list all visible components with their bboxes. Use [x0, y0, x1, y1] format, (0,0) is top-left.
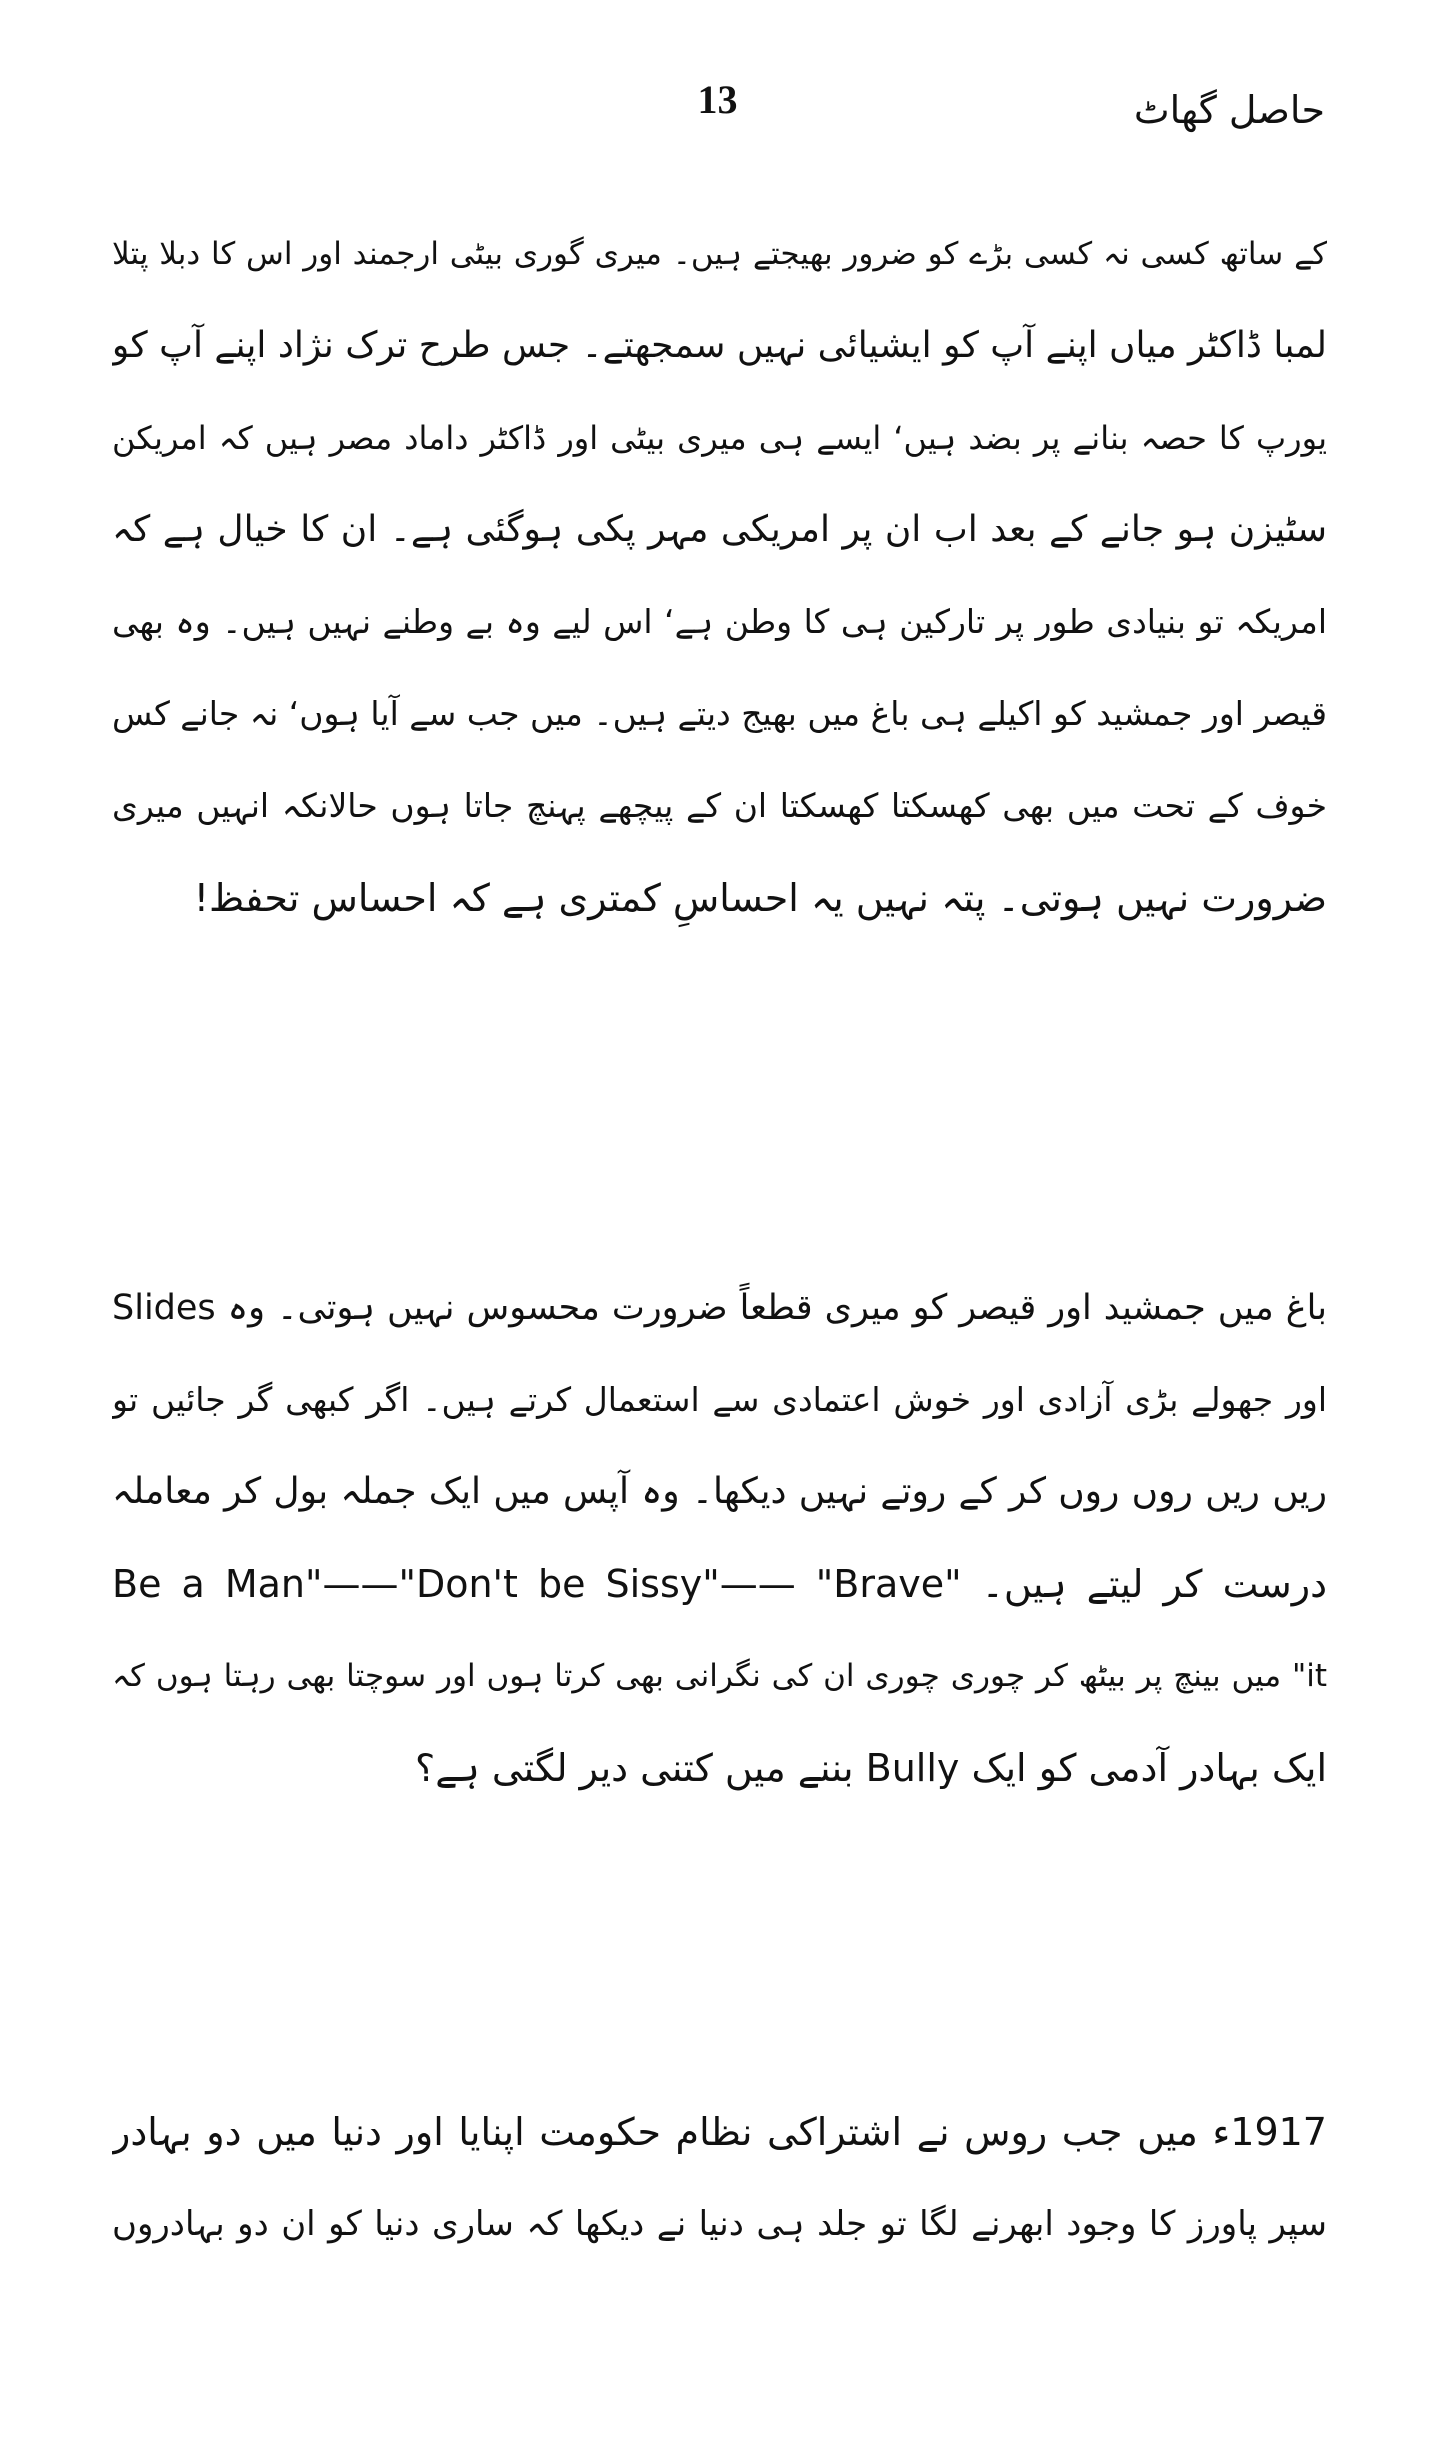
text-line: اور جھولے بڑی آزادی اور خوش اعتمادی سے استعمال کرتے ہیں۔ اگر کبھی گر جائیں تو — [112, 1380, 1327, 1419]
text-line: it" میں بینچ پر بیٹھ کر چوری چوری ان کی نگرانی بھی کرتا ہوں اور سوچتا بھی رہتا ہوں کہ — [112, 1658, 1327, 1694]
text-line: خوف کے تحت میں بھی کھسکتا کھسکتا ان کے پیچھے پہنچ جاتا ہوں حالانکہ انہیں میری — [112, 786, 1327, 825]
text-line: یورپ کا حصہ بنانے پر بضد ہیں‘ ایسے ہی میری بیٹی اور ڈاکٹر داماد مصر ہیں کہ امریکن — [112, 419, 1327, 457]
text-line: ضرورت نہیں ہوتی۔ پتہ نہیں یہ احساسِ کمتری ہے کہ احساس تحفظ! — [193, 876, 1327, 920]
text-line: 1917ء میں جب روس نے اشتراکی نظام حکومت اپنایا اور دنیا میں دو بہادر — [112, 2110, 1327, 2154]
text-line: درست کر لیتے ہیں۔ "Be a Man"——"Don't be Sissy"—— "Brave — [112, 1562, 1327, 1606]
paragraph — [112, 208, 1327, 944]
text-line: ریں ریں روں روں کر کے روتے نہیں دیکھا۔ وہ آپس میں ایک جملہ بول کر معاملہ — [112, 1471, 1327, 1512]
page-number: 13 — [697, 77, 738, 122]
paragraph — [112, 1262, 1327, 1814]
text-line: سٹیزن ہو جانے کے بعد اب ان پر امریکی مہر پکی ہوگئی ہے۔ ان کا خیال ہے کہ — [112, 509, 1327, 550]
text-line: امریکہ تو بنیادی طور پر تارکین ہی کا وطن ہے‘ اس لیے وہ بے وطنے نہیں ہیں۔ وہ بھی — [112, 602, 1327, 641]
running-title: حاصل گھاٹ — [1133, 88, 1325, 132]
text-line: باغ میں جمشید اور قیصر کو میری قطعاً ضرورت محسوس نہیں ہوتی۔ وہ Slides — [112, 1288, 1327, 1328]
text-line: ایک بہادر آدمی کو ایک Bully بننے میں کتنی دیر لگتی ہے؟ — [415, 1746, 1327, 1790]
paragraph — [112, 2086, 1327, 2270]
page-header — [110, 70, 1325, 150]
text-line: کے ساتھ کسی نہ کسی بڑے کو ضرور بھیجتے ہیں۔ میری گوری بیٹی ارجمند اور اس کا دبلا پتلا — [112, 236, 1327, 272]
text-line: سپر پاورز کا وجود ابھرنے لگا تو جلد ہی دنیا نے دیکھا کہ ساری دنیا کو ان دو بہادروں — [112, 2204, 1327, 2244]
text-line: لمبا ڈاکٹر میاں اپنے آپ کو ایشیائی نہیں سمجھتے۔ جس طرح ترک نژاد اپنے آپ کو — [112, 325, 1327, 366]
text-line: قیصر اور جمشید کو اکیلے ہی باغ میں بھیج دیتے ہیں۔ میں جب سے آیا ہوں‘ نہ جانے کس — [112, 694, 1327, 733]
